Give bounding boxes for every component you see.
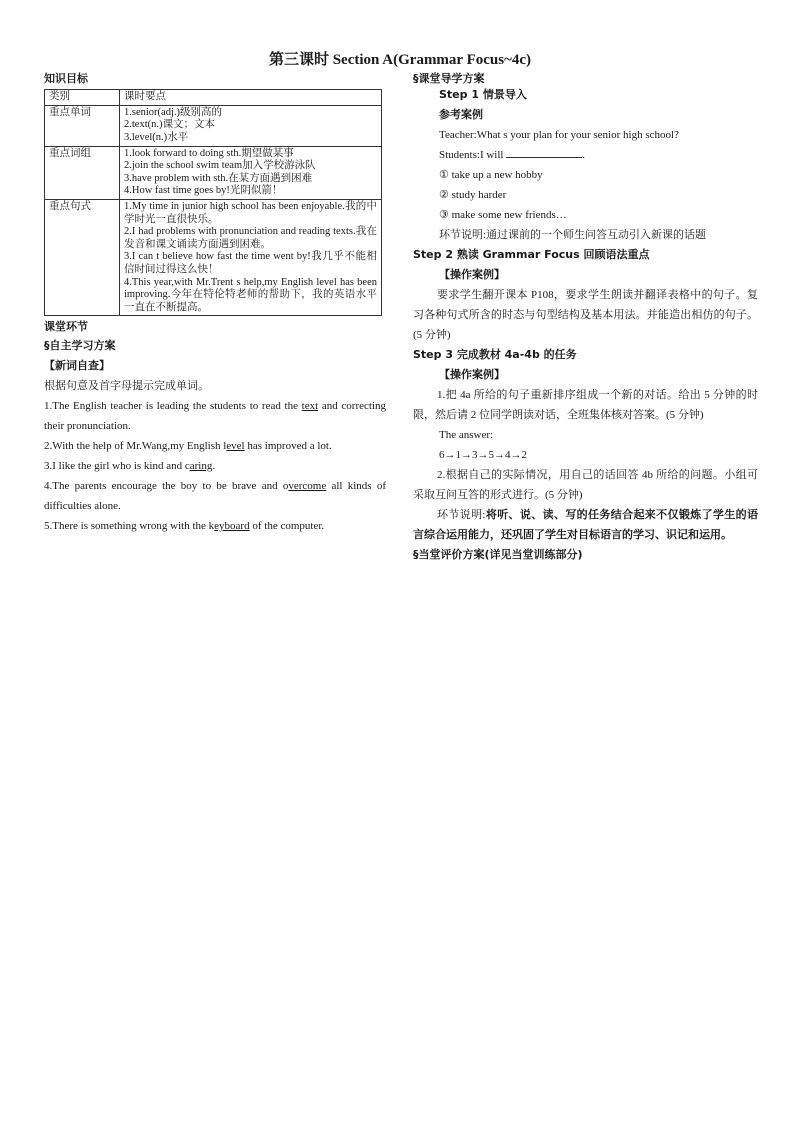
option-item: ③ make some new friends… bbox=[439, 209, 567, 222]
left-column bbox=[44, 72, 386, 536]
answer-word: aring bbox=[189, 459, 213, 472]
row-line: 3.have problem with sth.在某方面遇到困难 bbox=[124, 172, 313, 184]
operation-case-label: 【操作案例】 bbox=[439, 368, 505, 382]
self-study-heading: §自主学习方案 bbox=[44, 339, 116, 353]
exercise-item bbox=[44, 476, 386, 516]
guide-heading: §课堂导学方案 bbox=[413, 72, 485, 85]
row-line: 3.level(n.)水平 bbox=[124, 131, 189, 143]
answer-sequence: 6→1→3→5→4→2 bbox=[439, 449, 527, 462]
students-suffix: . bbox=[582, 149, 585, 162]
class-heading: 课堂环节 bbox=[44, 320, 88, 334]
answer-word: eyboard bbox=[214, 519, 250, 532]
exercise-text: 3.I like the girl who is kind and c bbox=[44, 459, 190, 472]
exercise-text: of the computer. bbox=[249, 519, 325, 532]
option-item: ② study harder bbox=[439, 189, 507, 202]
exercise-text: and correcting their pronunciation. bbox=[44, 399, 387, 432]
step3-text-1: 1.把 4a 所给的句子重新排序组成一个新的对话。给出 5 分钟的时限，然后请 2 位同学朗读对话，全班集体核对答案。(5 分钟) bbox=[413, 389, 758, 422]
answer-word: vercome bbox=[288, 479, 327, 492]
step1-note: 环节说明:通过课前的一个师生问答互动引入新课的话题 bbox=[439, 229, 707, 242]
new-words-heading: 【新词自查】 bbox=[44, 358, 110, 372]
note-body: 将听、说、读、写的任务结合起来不仅锻炼了学生的语言综合运用能力，还巩固了学生对目标语言的学习、识记和运用。 bbox=[413, 508, 759, 542]
row-line: 2.join the school swim team加入学校游泳队 bbox=[124, 160, 316, 172]
table-header-row bbox=[45, 90, 382, 106]
teacher-line: Teacher:What s your plan for your senior high school? bbox=[439, 129, 679, 142]
row-category: 重点单词 bbox=[45, 105, 120, 146]
step2-text: 要求学生翻开课本 P108，要求学生朗读并翻译表格中的句子。复习各种句式所含的时态与句型结构及基本用法。并能造出相仿的句子。(5 分钟) bbox=[413, 289, 758, 342]
option-item: ① take up a new hobby bbox=[439, 169, 543, 182]
note-prefix: 环节说明: bbox=[437, 509, 486, 522]
row-line: 4.How fast time goes by!光阴似箭！ bbox=[124, 185, 283, 197]
exercise-item bbox=[44, 516, 386, 536]
operation-case-label: 【操作案例】 bbox=[439, 268, 505, 282]
evaluation-heading: §当堂评价方案(详见当堂训练部分) bbox=[413, 548, 583, 562]
exercise-item bbox=[44, 436, 386, 456]
exercise-text: . bbox=[212, 459, 216, 472]
students-prefix: Students:I will bbox=[439, 149, 504, 162]
reference-case-label: 参考案例 bbox=[439, 108, 483, 122]
right-column bbox=[413, 72, 758, 565]
step1-heading: Step 1 情景导入 bbox=[439, 88, 527, 102]
instruction-text: 根据句意及首字母提示完成单词。 bbox=[44, 379, 209, 392]
table-row bbox=[45, 146, 382, 199]
page-title: 第三课时 Section A(Grammar Focus~4c) bbox=[268, 52, 532, 68]
table-header: 类别 bbox=[45, 90, 120, 106]
step3-text-2: 2.根据自己的实际情况，用自己的话回答 4b 所给的问题。小组可采取互问互答的形式进行。(5 分钟) bbox=[413, 469, 758, 502]
row-line: 1.My time in junior high school has been enjoyable.我的中学时光一直很快乐。 bbox=[124, 200, 377, 225]
step3-heading: Step 3 完成教材 4a-4b 的任务 bbox=[413, 348, 577, 362]
exercise-item bbox=[44, 456, 386, 476]
exercise-text: 4.The parents encourage the boy to be brave and o bbox=[44, 479, 289, 492]
table-row bbox=[45, 199, 382, 315]
goals-heading: 知识目标 bbox=[44, 72, 88, 85]
exercise-text: all kinds of difficulties alone. bbox=[44, 479, 386, 512]
exercise-text: 2.With the help of Mr.Wang,my English l bbox=[44, 439, 227, 452]
row-content bbox=[120, 105, 382, 146]
row-line: 4.This year,with Mr.Trent s help,my English level has been improving.今年在特伦特老师的帮助下，我的英语水平一直在不断提高。 bbox=[124, 276, 377, 313]
exercise-text: has improved a lot. bbox=[244, 439, 332, 452]
row-category: 重点词组 bbox=[45, 146, 120, 199]
row-line: 2.I had problems with pronunciation and reading texts.我在发音和课文诵读方面遇到困难。 bbox=[124, 226, 377, 250]
answer-label: The answer: bbox=[439, 429, 494, 442]
exercise-text: 1.The English teacher is leading the students to read the bbox=[44, 399, 302, 412]
row-line: 2.text(n.)课文；文本 bbox=[124, 119, 215, 131]
exercise-text: 5.There is something wrong with the k bbox=[44, 519, 215, 532]
answer-word: evel bbox=[226, 439, 245, 452]
table-header: 课时要点 bbox=[120, 90, 382, 106]
table-row bbox=[45, 105, 382, 146]
row-line: 1.senior(adj.)级别高的 bbox=[124, 106, 222, 118]
exercise-item bbox=[44, 396, 386, 436]
row-line: 3.I can t believe how fast the time went by!我几乎不能相信时间过得这么快！ bbox=[124, 251, 377, 275]
step2-heading: Step 2 熟读 Grammar Focus 回顾语法重点 bbox=[413, 248, 650, 262]
answer-blank bbox=[506, 147, 582, 158]
exercise-list bbox=[44, 396, 386, 536]
row-line: 1.look forward to doing sth.期望做某事 bbox=[124, 147, 294, 159]
row-content bbox=[120, 146, 382, 199]
students-line bbox=[413, 145, 758, 165]
answer-word: text bbox=[301, 399, 319, 412]
row-category: 重点句式 bbox=[45, 199, 120, 315]
knowledge-table bbox=[44, 89, 382, 316]
row-content bbox=[120, 199, 382, 315]
step3-note bbox=[413, 505, 758, 545]
